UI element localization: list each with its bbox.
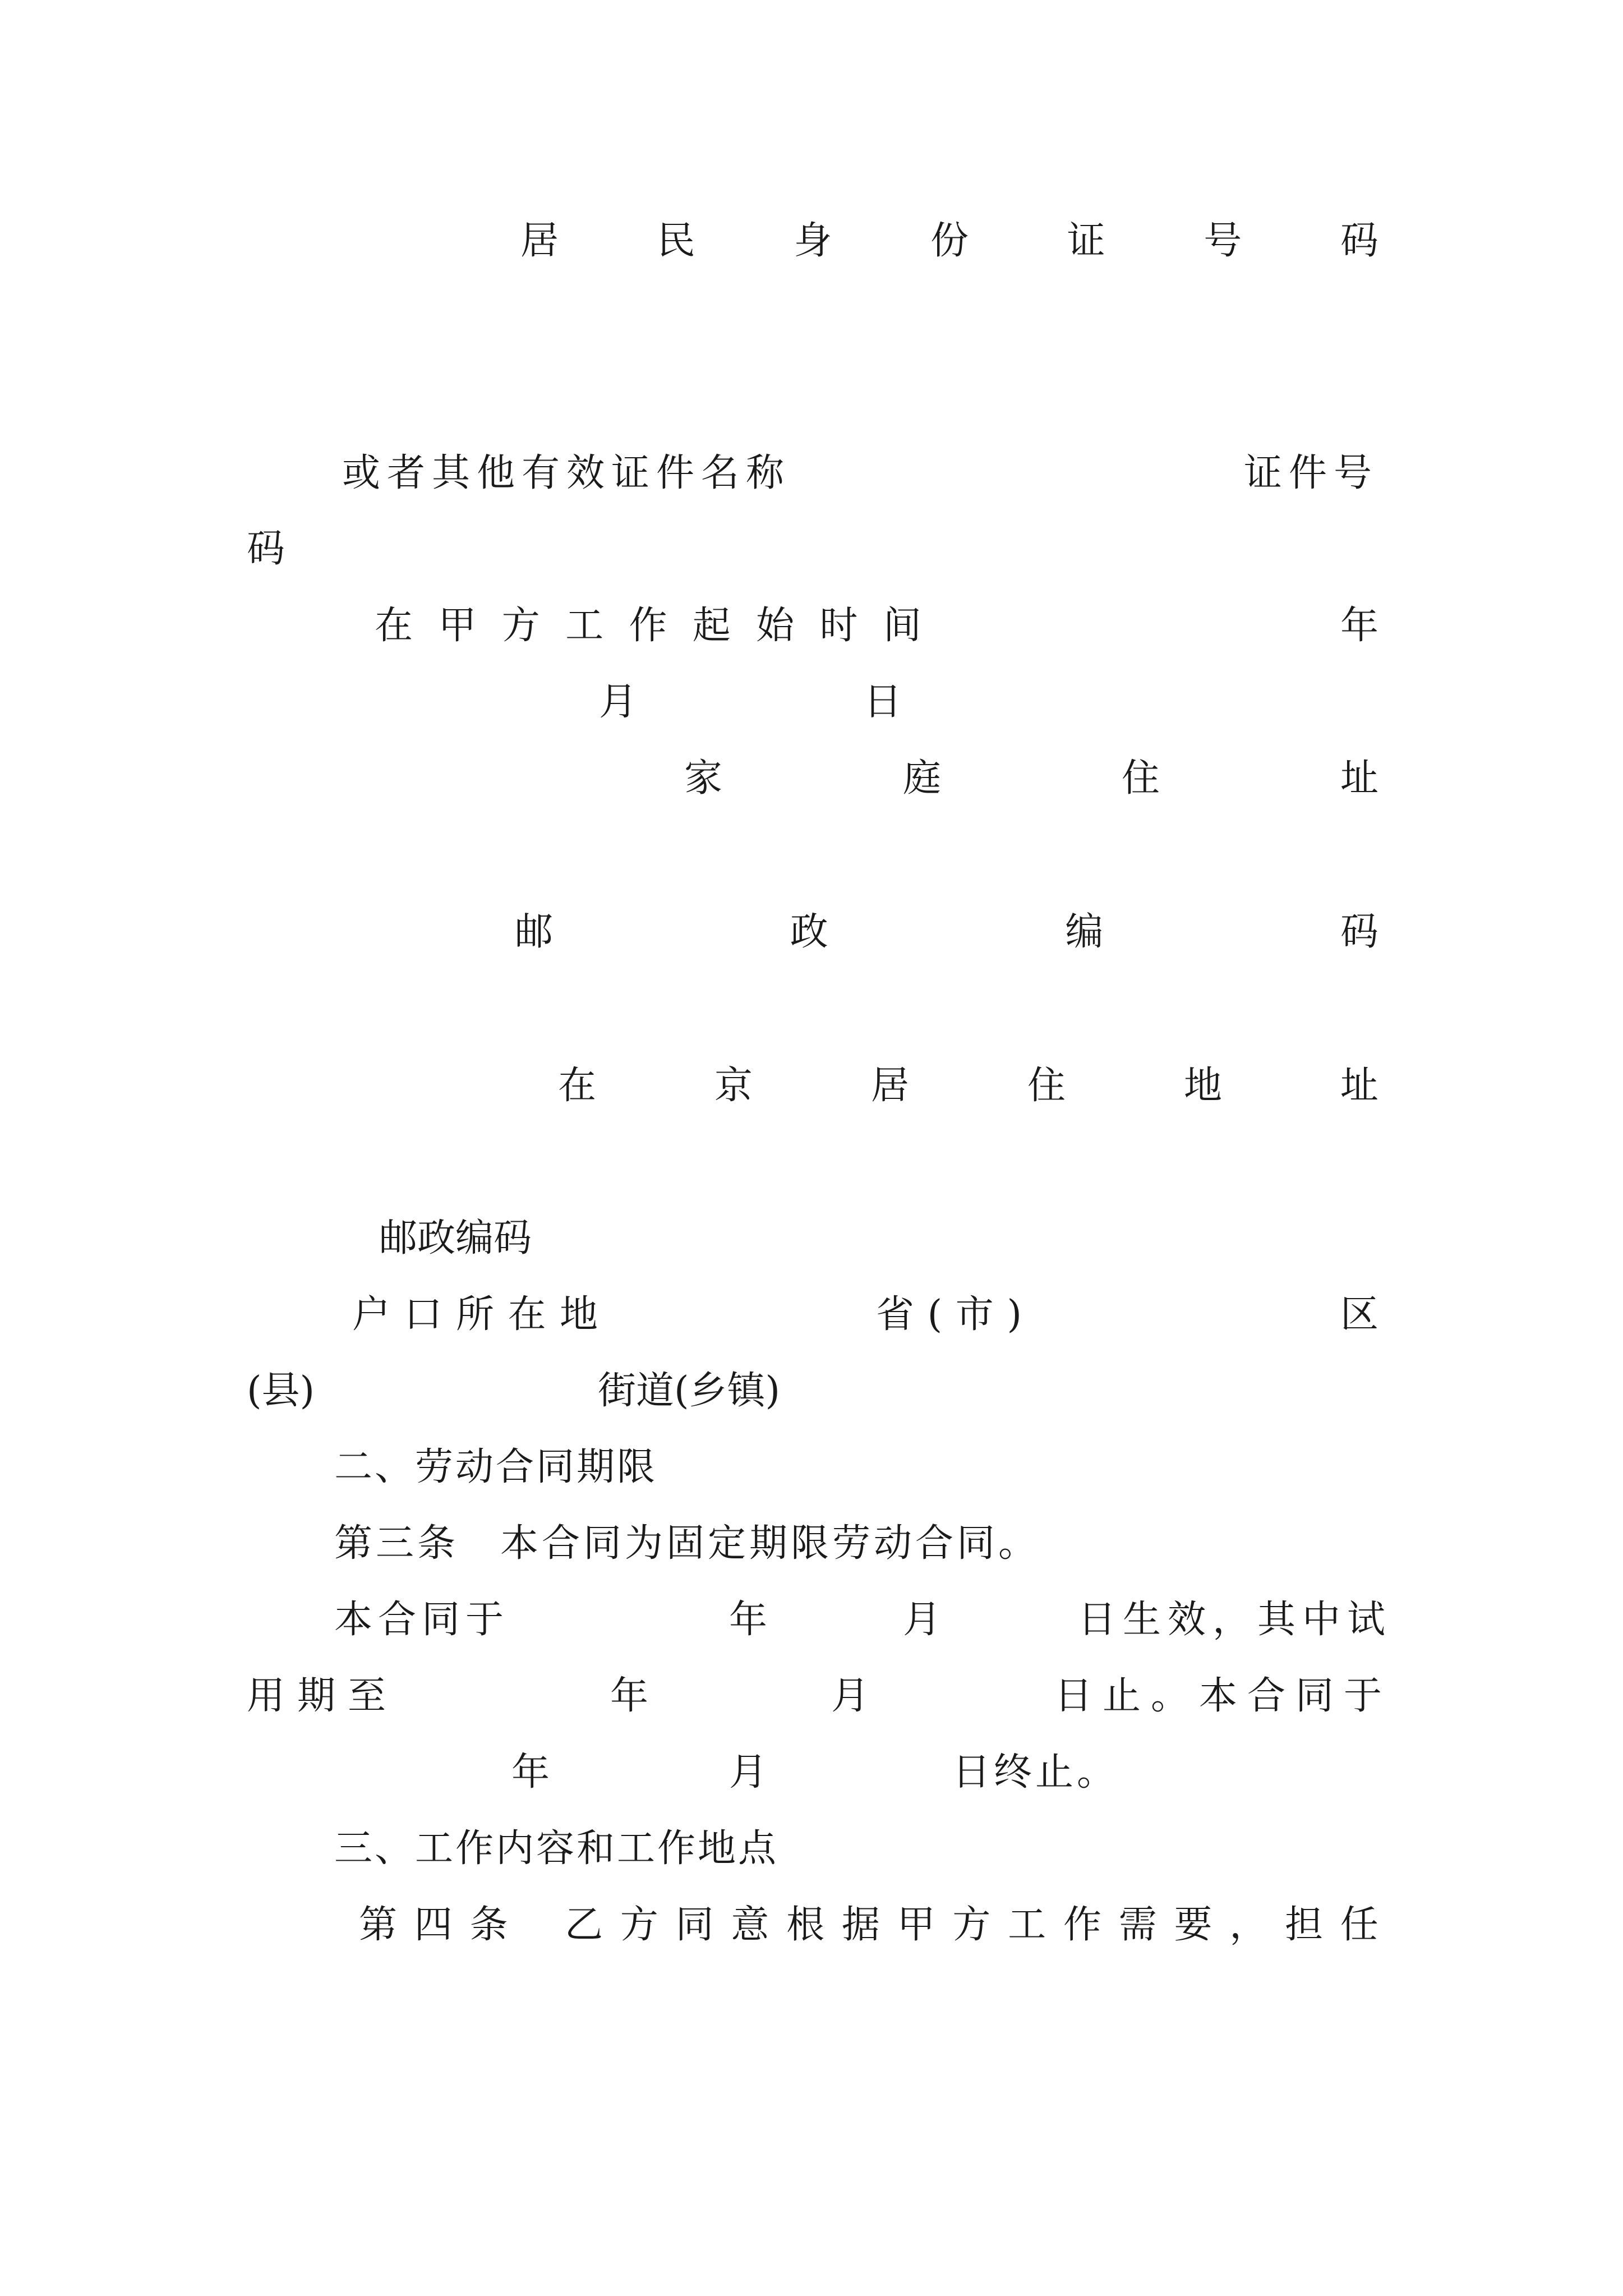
char: 址 [1340,756,1378,800]
char: 工 [565,604,604,648]
effective-year-char: 年 [729,1598,768,1642]
char: 市 [955,1292,994,1337]
char: 在 [508,1292,546,1337]
beijing-address-label [558,1058,1378,1114]
char: 甲 [438,604,477,648]
char: 编 [1065,910,1104,954]
char: 方 [952,1903,991,1947]
char: 需 [1118,1903,1157,1947]
char: 身 [794,219,832,263]
county-label: (县) [247,1369,315,1413]
postal-code-plain: 邮政编码 [379,1216,532,1260]
char: 要 [1174,1903,1212,1947]
char: 址 [1340,1064,1378,1108]
char: 码 [1340,219,1378,263]
district-char: 区 [1340,1292,1379,1337]
char: 户 [352,1292,391,1337]
char: 住 [1027,1064,1066,1108]
char: 第 [359,1903,398,1947]
char: 家 [684,756,723,800]
char: 始 [756,604,795,648]
char: 码 [1340,910,1378,954]
char: 甲 [897,1903,935,1947]
char: 意 [731,1903,769,1947]
char: 民 [657,219,695,263]
char: 地 [1183,1064,1222,1108]
start-month-char: 月 [599,680,638,724]
home-address-label [684,751,1378,807]
section3-heading: 三、工作内容和工作地点 [334,1826,779,1871]
street-label: 街道(乡镇) [598,1369,781,1413]
char: 条 [469,1903,508,1947]
char: 起 [692,604,731,648]
section2-heading: 二、劳动合同期限 [334,1445,658,1489]
start-year-char: 年 [1340,604,1379,648]
char: ) [1007,1292,1022,1337]
termination-year-char: 年 [511,1750,550,1795]
start-day-char: 日 [864,680,902,724]
char: 口 [404,1292,442,1337]
article4 [359,1897,1378,1953]
char: 所 [455,1292,494,1337]
postal-code-label [515,904,1378,960]
probation-month-char: 月 [831,1674,870,1718]
char: 作 [1063,1903,1101,1947]
char: 四 [414,1903,453,1947]
article3: 第三条 本合同为固定期限劳动合同。 [334,1521,1040,1566]
char: 省 [876,1292,915,1337]
char: 间 [883,604,921,648]
char: 居 [870,1064,909,1108]
char: 同 [675,1903,714,1947]
hukou-label [352,1287,598,1343]
province-label [876,1287,1022,1343]
char: 住 [1121,756,1160,800]
id-number-label [520,213,1378,269]
effective-prefix: 本合同于 [334,1598,510,1642]
id-no-label-wrap: 码 [247,527,285,571]
char: 居 [520,219,559,263]
char: 邮 [515,910,554,954]
probation-suffix: 日止。本合同于 [1054,1674,1393,1718]
char: 任 [1340,1903,1378,1947]
probation-year-char: 年 [610,1674,649,1718]
char: 担 [1285,1903,1324,1947]
char: 方 [501,604,540,648]
char: 根 [786,1903,825,1947]
termination-month-char: 月 [729,1750,768,1795]
termination-suffix: 日终止。 [952,1750,1119,1795]
char: 时 [819,604,858,648]
char: ， [1229,1903,1268,1947]
char: 政 [790,910,828,954]
other-id-name-label: 或者其他有效证件名称 [342,451,791,495]
char: 工 [1008,1903,1046,1947]
char: 方 [620,1903,658,1947]
char: 作 [629,604,667,648]
probation-prefix: 用期至 [247,1674,399,1718]
effective-suffix: 日生效，其中试 [1078,1598,1393,1642]
char: 庭 [902,756,941,800]
char: 在 [558,1064,597,1108]
char: 证 [1067,219,1105,263]
id-no-label: 证件号 [1244,451,1379,495]
char: 在 [375,604,413,648]
char: 京 [714,1064,753,1108]
char: 份 [930,219,969,263]
char: 号 [1204,219,1242,263]
char: ( [927,1292,943,1337]
char: 乙 [565,1903,603,1947]
effective-month-char: 月 [903,1598,942,1642]
char: 地 [559,1292,598,1337]
start-work-label [375,598,921,654]
char: 据 [841,1903,880,1947]
